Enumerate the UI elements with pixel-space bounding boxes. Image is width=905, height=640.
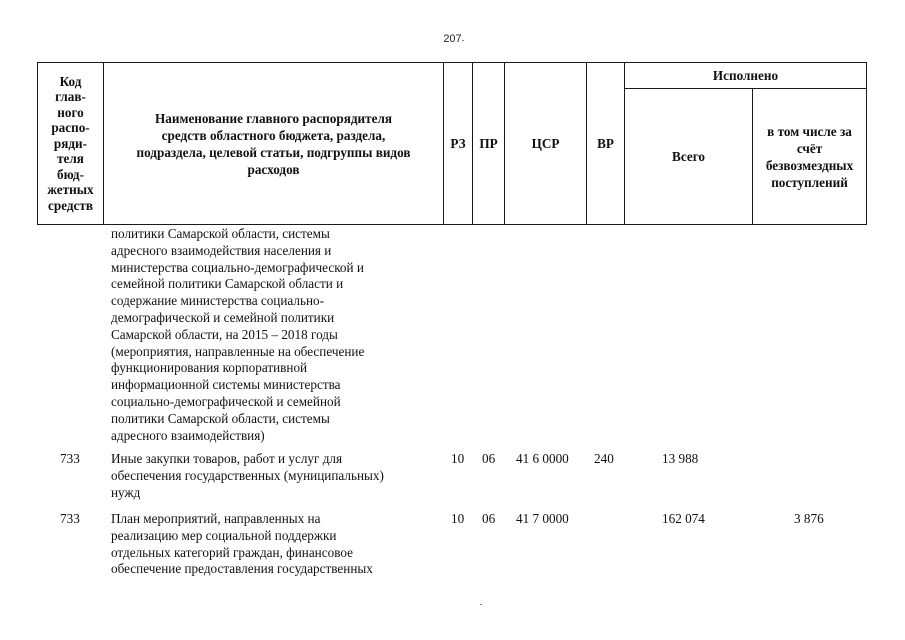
header-name-line: расходов (247, 161, 300, 177)
header-gratuitous-line: в том числе за (767, 123, 852, 139)
row-total: 162 074 (662, 511, 705, 526)
header-code (38, 63, 103, 224)
header-gratuitous-line: счёт (796, 140, 823, 156)
header-rz: РЗ (450, 135, 466, 151)
text-line: Иные закупки товаров, работ и услуг для (111, 451, 343, 466)
header-gratuitous-line: поступлений (771, 174, 848, 190)
header-code-line: жетных (47, 182, 94, 198)
text-line: демографической и семейной политики (111, 309, 335, 325)
text-line: нужд (111, 484, 141, 500)
row-name (111, 511, 373, 578)
header-bottom-border (37, 224, 867, 225)
header-code-line: бюд- (57, 166, 84, 182)
row-rz: 10 (451, 451, 465, 466)
text-line: информационной системы министерства (111, 377, 341, 393)
text-line: (мероприятия, направленные на обеспечение (111, 343, 365, 359)
header-code-line: ного (57, 104, 84, 120)
text-line: адресного взаимодействия населения и (111, 242, 332, 258)
row-code: 733 (60, 451, 80, 466)
row-rz: 10 (451, 511, 465, 526)
row-total: 13 988 (662, 451, 699, 466)
header-csr: ЦСР (531, 135, 560, 151)
row-name (111, 451, 384, 501)
header-pr: ПР (479, 135, 498, 151)
text-line: Самарской области, на 2015 – 2018 годы (111, 326, 338, 342)
header-code-line: Код (59, 73, 82, 89)
header-vr: ВР (597, 135, 614, 151)
header-gratuitous (753, 89, 866, 224)
header-vline-8 (866, 62, 867, 225)
header-code-line: теля (57, 151, 84, 167)
scan-speck (462, 40, 464, 41)
header-code-line: глав- (55, 89, 86, 105)
header-executed: Исполнено (712, 67, 779, 83)
row-csr: 41 6 0000 (516, 451, 569, 466)
row-code: 733 (60, 511, 80, 526)
header-code-line: ряди- (53, 135, 88, 151)
header-name-line: подраздела, целевой статьи, подгруппы видов (136, 144, 411, 160)
row-csr: 41 7 0000 (516, 511, 569, 526)
header-name (104, 63, 443, 224)
header-name-line: средств областного бюджета, раздела, (161, 127, 386, 143)
text-line: функционирования корпоративной (111, 360, 308, 376)
text-line: министерства социально-демографической и (111, 259, 364, 275)
text-line: адресного взаимодействия) (111, 427, 265, 443)
text-line: реализацию мер социальной поддержки (111, 527, 337, 543)
text-line: социально-демографической и семейной (111, 393, 341, 409)
text-line: содержание министерства социально- (111, 293, 325, 309)
row-pr: 06 (482, 511, 496, 526)
text-line: отдельных категорий граждан, финансовое (111, 544, 353, 560)
text-line: обеспечения государственных (муниципальных) (111, 467, 384, 483)
row-vr: 240 (594, 451, 614, 466)
page-number: 207 (443, 33, 462, 45)
text-line: обеспечение предоставления государственных (111, 561, 373, 577)
header-name-line: Наименование главного распорядителя (155, 110, 392, 126)
header-code-line: средств (48, 197, 93, 213)
text-line: политики Самарской области, системы (111, 226, 330, 241)
continuation-text (111, 226, 364, 444)
header-code-line: распо- (51, 120, 90, 136)
header-gratuitous-line: безвозмездных (765, 157, 854, 173)
scan-speck (480, 604, 482, 605)
row-pr: 06 (482, 451, 496, 466)
text-line: План мероприятий, направленных на (111, 511, 321, 526)
header-total: Всего (672, 148, 705, 164)
text-line: политики Самарской области, системы (111, 410, 330, 426)
row-gratuitous: 3 876 (794, 511, 824, 526)
text-line: семейной политики Самарской области и (111, 276, 344, 292)
